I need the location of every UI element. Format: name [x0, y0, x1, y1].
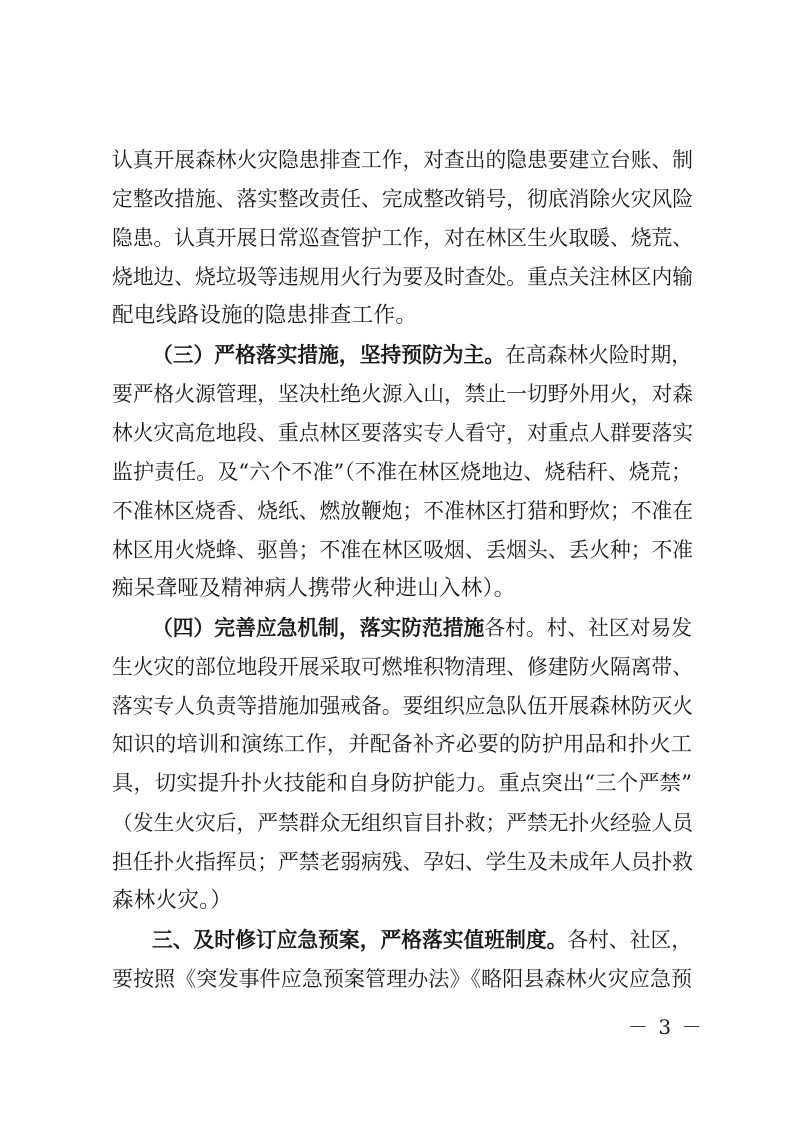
paragraph-4-line-1-text: 各村、社区， — [567, 928, 692, 952]
paragraph-3-line-6: （发生火灾后，严禁群众无组织盲目扑救；严禁无扑火经验人员 — [112, 811, 694, 835]
paragraph-3-line-7: 担任扑火指挥员；严禁老弱病残、孕妇、学生及未成年人员扑救 — [112, 850, 694, 874]
paragraph-3-line-1 — [152, 613, 692, 643]
paragraph-3-heading: （四）完善应急机制，落实防范措施 — [152, 616, 485, 640]
paragraph-2-line-5: 不准林区烧香、烧纸、燃放鞭炮；不准林区打猎和野炊；不准在 — [112, 499, 694, 523]
paragraph-1-line-3: 隐患。认真开展日常巡查管护工作，对在林区生火取暖、烧荒、 — [112, 226, 694, 250]
paragraph-2-line-7: 痴呆聋哑及精神病人携带火种进山入林）。 — [112, 576, 516, 601]
paragraph-3-line-8: 森林火灾。） — [112, 888, 233, 913]
paragraph-1-line-5: 配电线路设施的隐患排查工作。 — [112, 303, 418, 328]
paragraph-3-line-4: 知识的培训和演练工作，并配备补齐必要的防护用品和扑火工 — [112, 732, 692, 757]
paragraph-3-line-5: 具，切实提升扑火技能和自身防护能力。重点突出“三个严禁” — [112, 771, 692, 796]
paragraph-3-line-3: 落实专人负责等措施加强戒备。要组织应急队伍开展森林防灭火 — [112, 694, 694, 718]
paragraph-2-line-6: 林区用火烧蜂、驱兽；不准在林区吸烟、丢烟头、丢火种；不准 — [112, 538, 694, 562]
page-number: － 3 － — [628, 1015, 704, 1039]
paragraph-4-line-2: 要按照《突发事件应急预案管理办法》《略阳县森林火灾应急预 — [112, 967, 692, 991]
paragraph-2-line-1-text: 在高森林火险时期， — [505, 343, 692, 367]
paragraph-4-line-1 — [152, 925, 692, 955]
paragraph-2-line-4: 监护责任。及“六个不准”（不准在林区烧地边、烧秸秆、烧荒； — [112, 460, 692, 484]
paragraph-1-line-4: 烧地边、烧垃圾等违规用火行为要及时查处。重点关注林区内输 — [112, 265, 694, 289]
paragraph-2-line-3: 林火灾高危地段、重点林区要落实专人看守，对重点人群要落实 — [112, 421, 694, 445]
paragraph-3-line-1-text: 各村。村、社区对易发 — [484, 616, 692, 640]
paragraph-4-heading: 三、及时修订应急预案，严格落实值班制度。 — [152, 928, 568, 952]
paragraph-3-line-2: 生火灾的部位地段开展采取可燃堆积物清理、修建防火隔离带、 — [112, 655, 694, 679]
paragraph-1-line-1: 认真开展森林火灾隐患排查工作，对查出的隐患要建立台账、制 — [112, 148, 694, 172]
paragraph-2-line-1 — [152, 340, 692, 370]
paragraph-2-heading: （三）严格落实措施，坚持预防为主。 — [152, 343, 506, 367]
paragraph-1-line-2: 定整改措施、落实整改责任、完成整改销号，彻底消除火灾风险 — [112, 187, 694, 211]
paragraph-2-line-2: 要严格火源管理，坚决杜绝火源入山，禁止一切野外用火，对森 — [112, 382, 694, 406]
